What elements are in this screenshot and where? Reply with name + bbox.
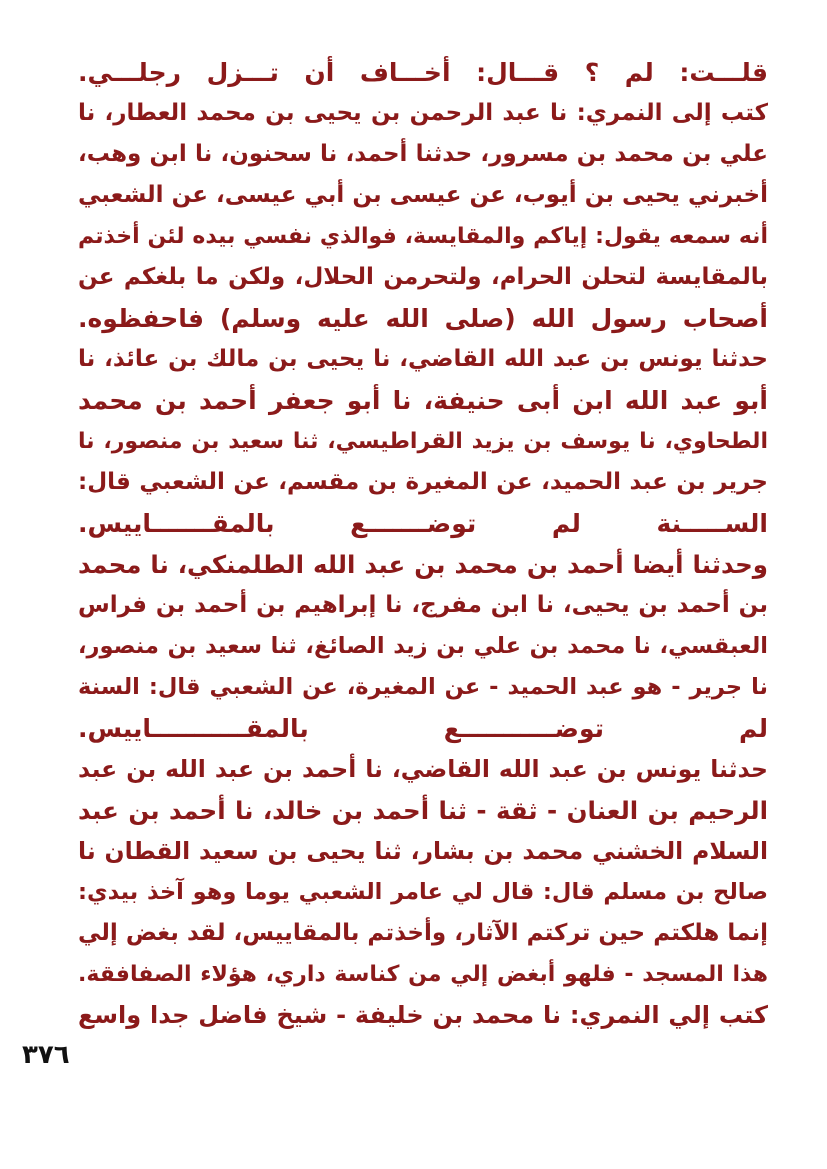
text-line: كتب إلى النمري: نا عبد الرحمن بن يحيى بن محمد العطار، نا: [78, 100, 768, 126]
text-line: أنه سمعه يقول: إياكم والمقايسة، فوالذي نفسي بيده لئن أخذتم: [78, 224, 768, 249]
text-line: حدثنا يونس بن عبد الله القاضي، نا أحمد بن عبد الله بن عبد: [78, 755, 768, 783]
text-line: الســـــنة لم توضـــــــع بالمقـــــــاييس.: [78, 509, 768, 538]
text-line: أخبرني يحيى بن أيوب، عن عيسى بن أبي عيسى، عن الشعبي: [78, 182, 768, 208]
text-line: بالمقايسة لتحلن الحرام، ولتحرمن الحلال، ولكن ما بلغكم عن: [78, 264, 768, 290]
text-line: علي بن محمد بن مسرور، حدثنا أحمد، نا سحنون، نا ابن وهب،: [78, 141, 768, 167]
text-line: أبو عبد الله ابن أبى حنيفة، نا أبو جعفر أحمد بن محمد: [78, 386, 768, 415]
text-line: إنما هلكتم حين تركتم الآثار، وأخذتم بالمقاييس، لقد بغض إلي: [78, 920, 768, 946]
text-line: بن أحمد بن يحيى، نا ابن مفرج، نا إبراهيم بن أحمد بن فراس: [78, 592, 768, 618]
text-line: أصحاب رسول الله (صلى الله عليه وسلم) فاحفظوه.: [78, 304, 768, 333]
text-line: نا جرير - هو عبد الحميد - عن المغيرة، عن الشعبي قال: السنة: [78, 674, 768, 700]
text-line: كتب إلي النمري: نا محمد بن خليفة - شيخ فاضل جدا واسع: [78, 1001, 768, 1029]
text-line: لم توضـــــــــــع بالمقـــــــــــاييس.: [78, 714, 768, 743]
text-line: وحدثنا أيضا أحمد بن محمد بن عبد الله الطلمنكي، نا محمد: [78, 550, 768, 579]
body-text: [78, 52, 768, 1036]
text-line: الرحيم بن العنان - ثقة - ثنا أحمد بن خالد، نا أحمد بن عبد: [78, 796, 768, 825]
text-line: قلـــت: لم ؟ قـــال: أخـــاف أن تـــزل رجلـــي.: [78, 58, 768, 87]
text-line: الطحاوي، نا يوسف بن يزيد القراطيسي، ثنا سعيد بن منصور، نا: [78, 429, 768, 454]
text-line: هذا المسجد - فلهو أبغض إلي من كناسة داري، هؤلاء الصفافقة.: [78, 962, 768, 987]
text-line: جرير بن عبد الحميد، عن المغيرة بن مقسم، عن الشعبي قال:: [78, 469, 768, 495]
text-line: السلام الخشني محمد بن بشار، ثنا يحيى بن سعيد القطان نا: [78, 837, 768, 865]
page-number: ٣٧٦: [22, 1040, 70, 1070]
text-line: صالح بن مسلم قال: قال لي عامر الشعبي يوما وهو آخذ بيدي:: [78, 879, 768, 905]
text-line: حدثنا يونس بن عبد الله القاضي، نا يحيى بن مالك بن عائذ، نا: [78, 346, 768, 372]
text-line: العبقسي، نا محمد بن علي بن زيد الصائغ، ثنا سعيد بن منصور،: [78, 633, 768, 659]
